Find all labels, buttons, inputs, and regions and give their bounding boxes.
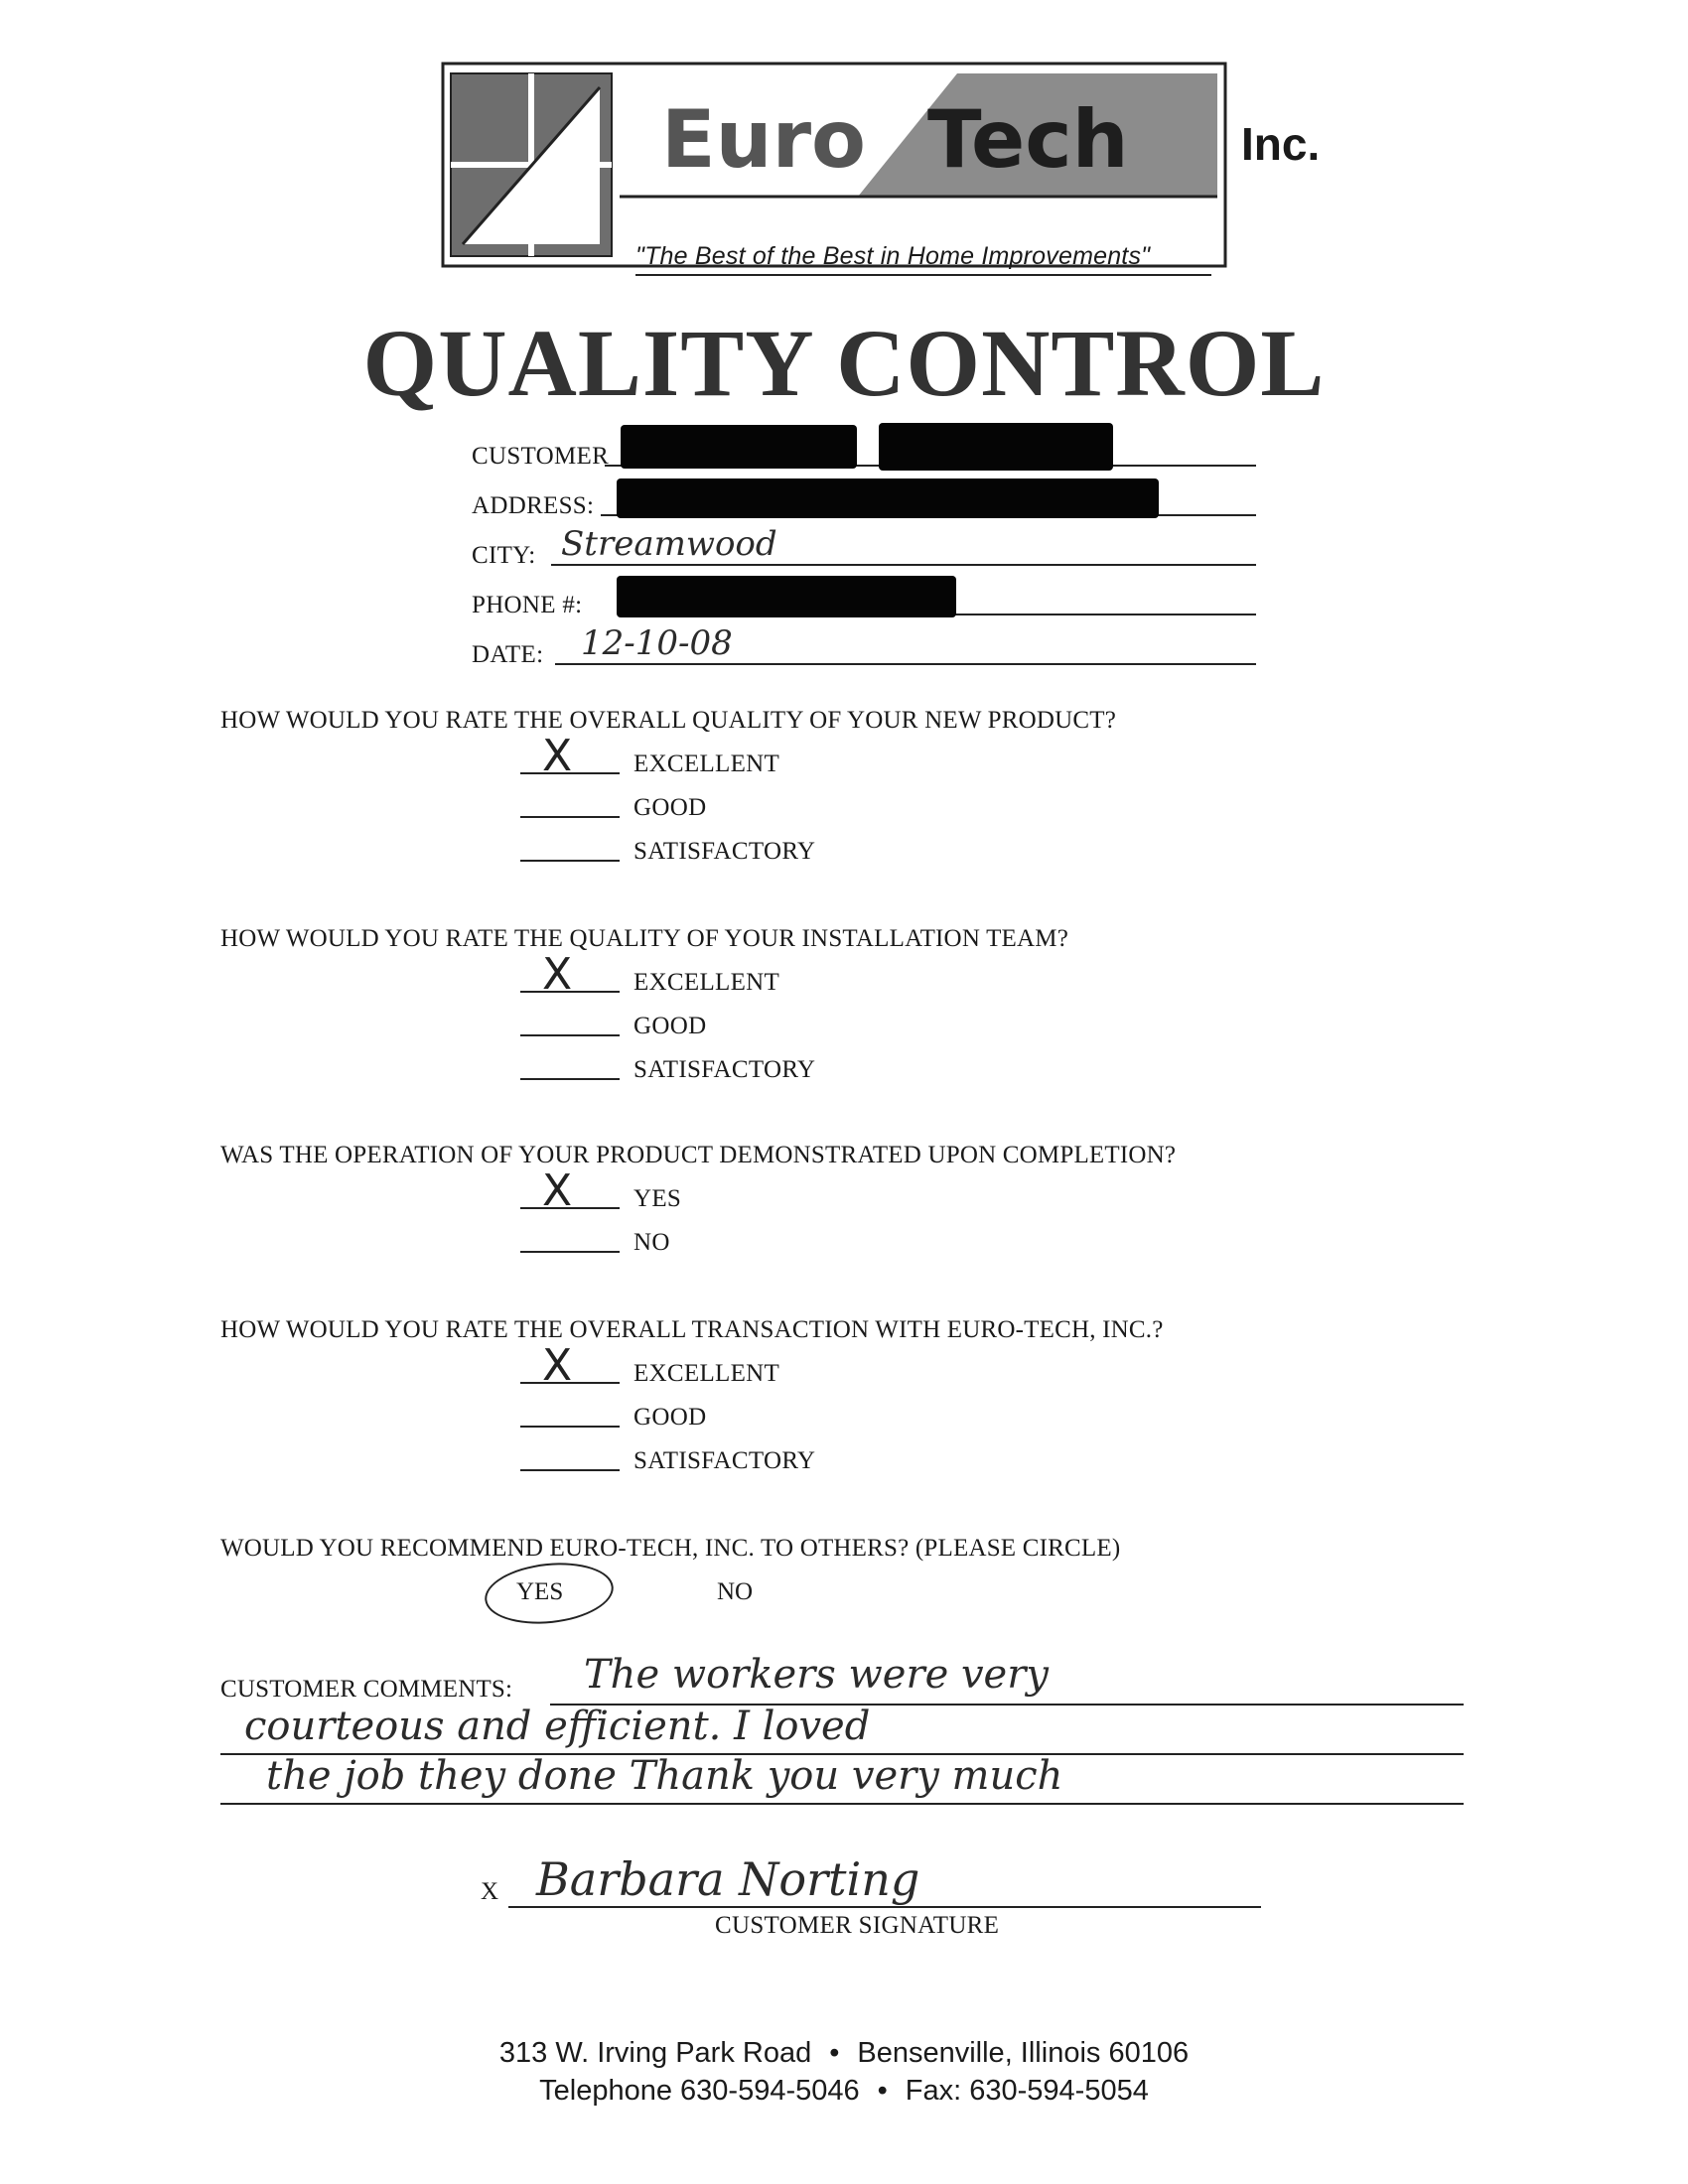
logo-word-euro: Euro (661, 93, 867, 186)
footer-city: Bensenville, Illinois 60106 (857, 2037, 1190, 2069)
comments-label: CUSTOMER COMMENTS: (220, 1676, 513, 1703)
comment-line-3: the job they done Thank you very much (266, 1753, 1063, 1799)
option-label: GOOD (633, 1404, 707, 1431)
option-label: SATISFACTORY (633, 1056, 816, 1083)
recommend-no[interactable]: NO (717, 1578, 754, 1605)
logo-inc: Inc. (1241, 118, 1321, 170)
check-mark-icon: X (542, 1165, 573, 1216)
signature-line[interactable] (508, 1906, 1261, 1908)
q3-option-yes[interactable] (520, 1165, 1017, 1216)
bullet-icon: • (829, 2037, 840, 2069)
option-label: SATISFACTORY (633, 838, 816, 865)
customer-row (472, 433, 1256, 473)
q4-option-excellent[interactable] (520, 1340, 1017, 1391)
q1-option-satisfactory[interactable] (520, 834, 1017, 868)
q2-option-good[interactable] (520, 1009, 1017, 1042)
q4-option-good[interactable] (520, 1400, 1017, 1433)
q4-option-satisfactory[interactable] (520, 1443, 1017, 1477)
signature-x: X (481, 1878, 499, 1905)
option-label: GOOD (633, 1013, 707, 1039)
footer-street: 313 W. Irving Park Road (498, 2037, 812, 2069)
bullet-icon: • (877, 2075, 888, 2107)
phone-label: PHONE #: (472, 592, 583, 618)
q1-option-excellent[interactable] (520, 731, 1017, 781)
company-tagline: "The Best of the Best in Home Improvements" (635, 242, 1211, 276)
address-label: ADDRESS: (472, 492, 595, 519)
option-label: YES (633, 1185, 682, 1212)
comment-line-1: The workers were very (584, 1652, 1049, 1698)
footer-telephone: Telephone 630-594-5046 (539, 2075, 860, 2107)
phone-row (472, 582, 1256, 621)
q2-option-excellent[interactable] (520, 949, 1017, 1000)
city-value: Streamwood (561, 524, 777, 564)
page-title: QUALITY CONTROL (362, 310, 1326, 416)
redaction (621, 425, 857, 469)
signature-label: CUSTOMER SIGNATURE (715, 1912, 1000, 1939)
footer-fax: Fax: 630-594-5054 (905, 2075, 1149, 2107)
logo-word-tech: Tech (927, 93, 1129, 186)
city-row (472, 524, 1256, 572)
date-label: DATE: (472, 641, 544, 668)
redaction (617, 576, 956, 617)
redaction (879, 423, 1113, 471)
question-2: HOW WOULD YOU RATE THE QUALITY OF YOUR INSTALLATION TEAM? (220, 925, 1068, 952)
address-row (472, 482, 1256, 522)
customer-label: CUSTOMER (472, 443, 610, 470)
q2-option-satisfactory[interactable] (520, 1052, 1017, 1086)
footer-contact (0, 2075, 1688, 2108)
q1-option-good[interactable] (520, 790, 1017, 824)
city-label: CITY: (472, 542, 536, 569)
redaction (617, 478, 1159, 518)
option-label: EXCELLENT (633, 1360, 780, 1387)
window-icon (451, 73, 612, 256)
customer-signature: Barbara Norting (536, 1852, 920, 1906)
check-mark-icon: X (542, 949, 573, 1000)
date-row (472, 623, 1256, 671)
comment-line-2: courteous and efficient. I loved (244, 1704, 871, 1749)
option-label: NO (633, 1229, 670, 1256)
check-mark-icon: X (542, 1340, 573, 1391)
footer-address (0, 2037, 1688, 2070)
option-label: SATISFACTORY (633, 1447, 816, 1474)
option-label: EXCELLENT (633, 751, 780, 777)
date-value: 12-10-08 (581, 623, 733, 663)
recommend-yes[interactable]: YES (516, 1578, 564, 1605)
question-4: HOW WOULD YOU RATE THE OVERALL TRANSACTION WITH EURO-TECH, INC.? (220, 1316, 1164, 1343)
q3-option-no[interactable] (520, 1225, 1017, 1259)
option-label: EXCELLENT (633, 969, 780, 996)
question-1: HOW WOULD YOU RATE THE OVERALL QUALITY OF YOUR NEW PRODUCT? (220, 707, 1117, 734)
question-3: WAS THE OPERATION OF YOUR PRODUCT DEMONSTRATED UPON COMPLETION? (220, 1142, 1177, 1168)
check-mark-icon: X (542, 731, 573, 781)
question-5: WOULD YOU RECOMMEND EURO-TECH, INC. TO OTHERS? (PLEASE CIRCLE) (220, 1535, 1121, 1562)
option-label: GOOD (633, 794, 707, 821)
